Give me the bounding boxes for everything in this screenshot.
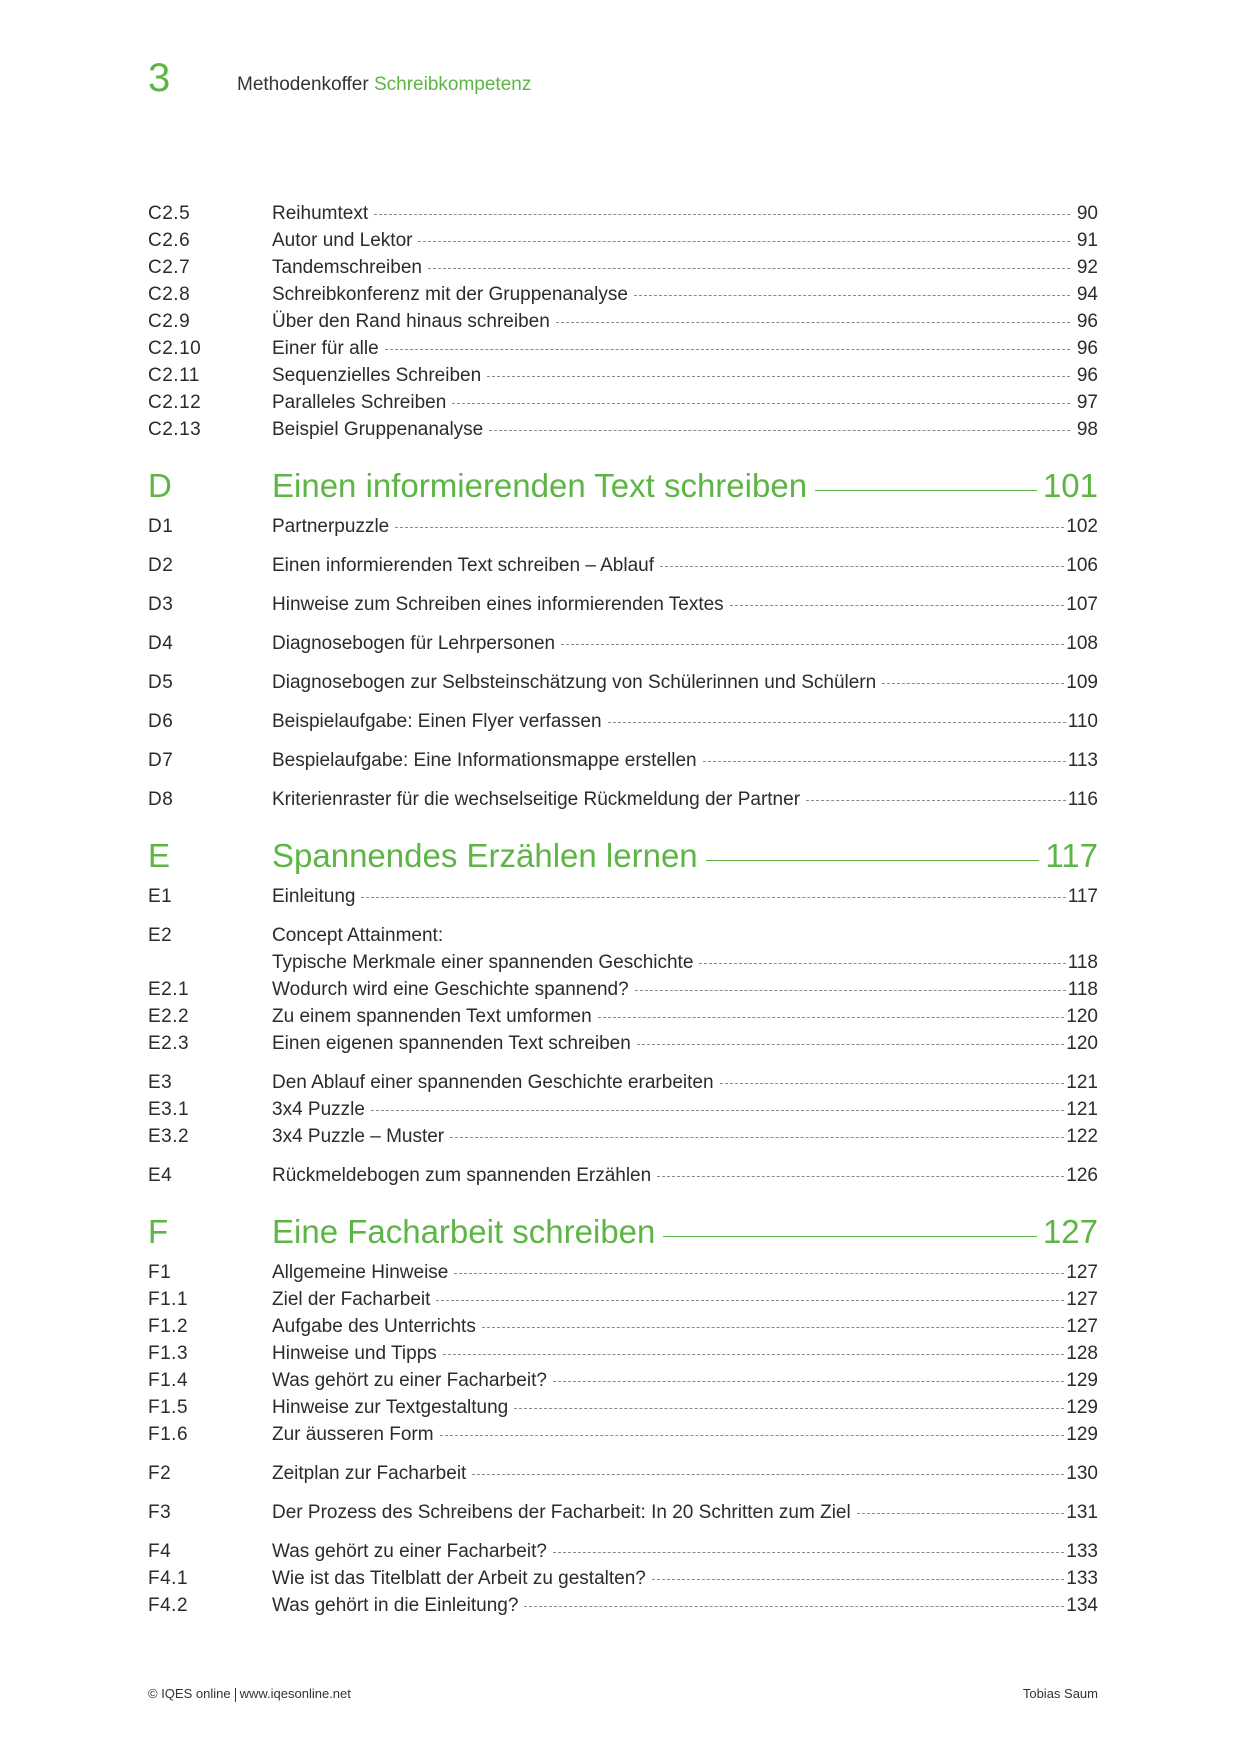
leader-line xyxy=(454,1272,1064,1274)
entry-title: Einer für alle xyxy=(272,338,379,359)
section-title: Spannendes Erzählen lernen xyxy=(272,837,698,874)
entry-title: Wodurch wird eine Geschichte spannend? xyxy=(272,979,629,1000)
footer-author: Tobias Saum xyxy=(1022,1686,1098,1701)
entry-title: Diagnosebogen für Lehrpersonen xyxy=(272,633,556,654)
section-title: Eine Facharbeit schreiben xyxy=(272,1213,656,1250)
entry-title-wrap xyxy=(272,1538,1066,1565)
toc-entry[interactable] xyxy=(148,747,1098,774)
entry-title: Schreibkonferenz mit der Gruppenanalyse xyxy=(272,284,628,305)
entry-number: F1.4 xyxy=(148,1370,189,1391)
leader-line xyxy=(598,1016,1065,1018)
entry-title: Hinweise und Tipps xyxy=(272,1343,437,1364)
toc-entry[interactable] xyxy=(148,1313,1098,1340)
leader-line xyxy=(699,962,1065,964)
leader-line xyxy=(635,989,1066,991)
entry-page: 133 xyxy=(1066,1541,1098,1562)
section-letter: F xyxy=(148,1213,169,1250)
toc-entry[interactable] xyxy=(148,335,1098,362)
section-letter: D xyxy=(148,467,173,504)
leader-line xyxy=(806,799,1066,801)
entry-number: C2.8 xyxy=(148,284,191,305)
leader-line xyxy=(663,1235,1037,1237)
toc-section-e[interactable] xyxy=(148,833,1098,879)
toc-entry[interactable] xyxy=(148,630,1098,657)
entry-title: Einleitung xyxy=(272,886,356,907)
entry-title: Zur äusseren Form xyxy=(272,1424,434,1445)
entry-number: E2.2 xyxy=(148,1006,190,1027)
entry-title: Über den Rand hinaus schreiben xyxy=(272,311,550,332)
toc-entry[interactable] xyxy=(148,1096,1098,1123)
entry-title: Wie ist das Titelblatt der Arbeit zu gestalten? xyxy=(272,1568,646,1589)
entry-number: D2 xyxy=(148,555,174,576)
leader-line xyxy=(487,375,1070,377)
entry-page: 129 xyxy=(1066,1370,1098,1391)
entry-title: 3x4 Puzzle – Muster xyxy=(272,1126,445,1147)
entry-number: C2.6 xyxy=(148,230,191,251)
entry-page: 127 xyxy=(1066,1262,1098,1283)
entry-title-wrap xyxy=(272,254,1072,281)
toc-entry[interactable] xyxy=(148,416,1098,443)
entry-page: 106 xyxy=(1066,555,1098,576)
entry-page: 129 xyxy=(1066,1397,1098,1418)
leader-line xyxy=(489,429,1070,431)
entry-number: E3 xyxy=(148,1072,173,1093)
leader-line xyxy=(452,402,1070,404)
entry-page: 127 xyxy=(1066,1316,1098,1337)
leader-line xyxy=(472,1473,1064,1475)
entry-page: 121 xyxy=(1066,1072,1098,1093)
leader-line xyxy=(443,1353,1065,1355)
entry-number: D8 xyxy=(148,789,174,810)
entry-title: Diagnosebogen zur Selbsteinschätzung von Schülerinnen und Schülern xyxy=(272,672,877,693)
entry-title: 3x4 Puzzle xyxy=(272,1099,365,1120)
section-page: 117 xyxy=(1045,837,1098,874)
entry-page: 121 xyxy=(1066,1099,1098,1120)
entry-page: 90 xyxy=(1076,203,1098,224)
entry-title-wrap xyxy=(272,1460,1066,1487)
entry-page: 118 xyxy=(1067,952,1098,973)
entry-title: Partnerpuzzle xyxy=(272,516,390,537)
toc-entry[interactable] xyxy=(148,591,1098,618)
toc-section-d[interactable] xyxy=(148,463,1098,509)
entry-number: F1.2 xyxy=(148,1316,189,1337)
toc-entry[interactable] xyxy=(148,227,1098,254)
page-header-title xyxy=(237,74,531,96)
toc-group-f xyxy=(148,1259,1098,1619)
toc-entry[interactable] xyxy=(148,1367,1098,1394)
entry-page: 91 xyxy=(1076,230,1098,251)
leader-line xyxy=(418,240,1070,242)
toc-group-d xyxy=(148,513,1098,813)
entry-title-wrap xyxy=(272,335,1072,362)
footer-left xyxy=(148,1686,351,1702)
entry-number: F1.1 xyxy=(148,1289,189,1310)
entry-title: Beispielaufgabe: Einen Flyer verfassen xyxy=(272,711,602,732)
toc-entry[interactable] xyxy=(148,254,1098,281)
leader-line xyxy=(449,936,1070,937)
entry-number: C2.11 xyxy=(148,365,200,386)
leader-line xyxy=(385,348,1070,350)
entry-title: Typische Merkmale einer spannenden Geschichte xyxy=(272,952,694,973)
entry-number: C2.12 xyxy=(148,392,202,413)
entry-page: 110 xyxy=(1067,711,1098,732)
entry-title: Was gehört zu einer Facharbeit? xyxy=(272,1541,547,1562)
entry-title-wrap xyxy=(272,362,1072,389)
entry-title-wrap xyxy=(272,1259,1066,1286)
leader-line xyxy=(553,1380,1064,1382)
section-page: 101 xyxy=(1042,467,1098,504)
toc-entry[interactable] xyxy=(148,281,1098,308)
toc-entry[interactable] xyxy=(148,1592,1098,1619)
entry-title: Beispiel Gruppenanalyse xyxy=(272,419,484,440)
leader-line xyxy=(374,213,1070,215)
toc-entry[interactable] xyxy=(148,1460,1098,1487)
entry-page: 108 xyxy=(1066,633,1098,654)
entry-title: Was gehört zu einer Facharbeit? xyxy=(272,1370,547,1391)
copyright: © IQES online xyxy=(148,1686,231,1701)
entry-title: Reihumtext xyxy=(272,203,369,224)
entry-title-wrap xyxy=(272,922,1072,949)
leader-line xyxy=(450,1136,1064,1138)
toc-entry[interactable] xyxy=(148,1069,1098,1096)
entry-title-wrap xyxy=(272,1367,1066,1394)
entry-title: Autor und Lektor xyxy=(272,230,413,251)
entry-title-wrap xyxy=(272,591,1066,618)
entry-number: D3 xyxy=(148,594,174,615)
leader-line xyxy=(436,1299,1064,1301)
entry-title-wrap xyxy=(272,708,1068,735)
entry-title: Allgemeine Hinweise xyxy=(272,1262,449,1283)
entry-title-wrap xyxy=(272,1394,1066,1421)
entry-title-wrap xyxy=(272,976,1068,1003)
toc-entry[interactable] xyxy=(148,1286,1098,1313)
entry-title: Kriterienraster für die wechselseitige Rückmeldung der Partner xyxy=(272,789,801,810)
entry-title-wrap xyxy=(272,1592,1066,1619)
entry-page: 133 xyxy=(1066,1568,1098,1589)
toc-entry[interactable] xyxy=(148,883,1098,910)
leader-line xyxy=(561,643,1064,645)
entry-page: 96 xyxy=(1076,338,1098,359)
entry-number: D4 xyxy=(148,633,174,654)
table-of-contents xyxy=(148,200,1098,1619)
leader-line xyxy=(652,1578,1064,1580)
leader-line xyxy=(608,721,1066,723)
leader-line xyxy=(482,1326,1064,1328)
leader-line xyxy=(857,1512,1065,1514)
toc-entry[interactable] xyxy=(148,200,1098,227)
toc-entry[interactable] xyxy=(148,1499,1098,1526)
entry-title-wrap xyxy=(272,552,1066,579)
entry-number: C2.9 xyxy=(148,311,191,332)
toc-entry[interactable] xyxy=(148,308,1098,335)
leader-line xyxy=(815,489,1037,491)
entry-title: Bespielaufgabe: Eine Informationsmappe erstellen xyxy=(272,750,697,771)
toc-group-e xyxy=(148,883,1098,1189)
entry-number: D5 xyxy=(148,672,174,693)
entry-title-wrap xyxy=(272,281,1072,308)
leader-line xyxy=(371,1109,1064,1111)
entry-title-wrap xyxy=(272,1286,1066,1313)
toc-entry[interactable] xyxy=(148,1162,1098,1189)
entry-title-wrap xyxy=(272,786,1068,813)
entry-number: E4 xyxy=(148,1165,173,1186)
entry-page: 94 xyxy=(1076,284,1098,305)
entry-title: Sequenzielles Schreiben xyxy=(272,365,482,386)
leader-line xyxy=(720,1082,1065,1084)
entry-title: Zu einem spannenden Text umformen xyxy=(272,1006,592,1027)
toc-entry[interactable] xyxy=(148,1259,1098,1286)
toc-group-c xyxy=(148,200,1098,443)
entry-number: F4.2 xyxy=(148,1595,189,1616)
section-title: Einen informierenden Text schreiben xyxy=(272,467,808,504)
entry-title-wrap xyxy=(272,630,1066,657)
toc-entry[interactable] xyxy=(148,1123,1098,1150)
toc-entry[interactable] xyxy=(148,1030,1098,1057)
entry-number: F1 xyxy=(148,1262,172,1283)
toc-entry[interactable] xyxy=(148,1003,1098,1030)
entry-number: E3.2 xyxy=(148,1126,190,1147)
entry-title-wrap xyxy=(272,883,1068,910)
entry-page: 120 xyxy=(1066,1033,1098,1054)
leader-line xyxy=(553,1551,1064,1553)
entry-number: D1 xyxy=(148,516,174,537)
entry-title-wrap xyxy=(272,1565,1066,1592)
leader-line xyxy=(440,1434,1065,1436)
entry-number: D6 xyxy=(148,711,174,732)
chapter-number: 3 xyxy=(148,56,171,100)
entry-page: 96 xyxy=(1076,311,1098,332)
entry-page: 116 xyxy=(1067,789,1098,810)
entry-page: 128 xyxy=(1066,1343,1098,1364)
entry-title: Aufgabe des Unterrichts xyxy=(272,1316,476,1337)
entry-page: 97 xyxy=(1076,392,1098,413)
entry-title: Einen informierenden Text schreiben – Ablauf xyxy=(272,555,655,576)
entry-page: 109 xyxy=(1066,672,1098,693)
footer-url[interactable]: www.iqesonline.net xyxy=(239,1686,351,1701)
entry-title-wrap xyxy=(272,227,1072,254)
toc-entry[interactable] xyxy=(148,708,1098,735)
entry-number: F4 xyxy=(148,1541,172,1562)
entry-page: 118 xyxy=(1067,979,1098,1000)
header-title-plain: Methodenkoffer xyxy=(237,74,369,95)
entry-title-wrap xyxy=(272,200,1072,227)
entry-number: F1.5 xyxy=(148,1397,189,1418)
toc-entry[interactable] xyxy=(148,552,1098,579)
section-letter: E xyxy=(148,837,171,874)
leader-line xyxy=(395,526,1064,528)
entry-title: Hinweise zur Textgestaltung xyxy=(272,1397,509,1418)
toc-entry[interactable] xyxy=(148,949,1098,976)
leader-line xyxy=(361,896,1065,898)
leader-line xyxy=(706,859,1040,861)
entry-number: E2.1 xyxy=(148,979,190,1000)
entry-number: C2.5 xyxy=(148,203,191,224)
leader-line xyxy=(514,1407,1064,1409)
leader-line xyxy=(428,267,1070,269)
leader-line xyxy=(703,760,1066,762)
leader-line xyxy=(882,682,1064,684)
entry-page: 102 xyxy=(1066,516,1098,537)
entry-number: C2.10 xyxy=(148,338,202,359)
toc-entry[interactable] xyxy=(148,362,1098,389)
entry-title-wrap xyxy=(272,1313,1066,1340)
entry-title: Der Prozess des Schreibens der Facharbeit: In 20 Schritten zum Ziel xyxy=(272,1502,851,1523)
entry-title: Was gehört in die Einleitung? xyxy=(272,1595,519,1616)
entry-title-wrap xyxy=(272,669,1066,696)
leader-line xyxy=(657,1175,1064,1177)
entry-page: 131 xyxy=(1066,1502,1098,1523)
toc-entry[interactable] xyxy=(148,786,1098,813)
entry-title: Zeitplan zur Facharbeit xyxy=(272,1463,467,1484)
entry-number: D7 xyxy=(148,750,174,771)
entry-title-wrap xyxy=(272,1069,1066,1096)
entry-page: 134 xyxy=(1066,1595,1098,1616)
entry-page: 122 xyxy=(1066,1126,1098,1147)
leader-line xyxy=(634,294,1070,296)
entry-page: 126 xyxy=(1066,1165,1098,1186)
entry-title-wrap xyxy=(272,1123,1066,1150)
entry-title: Ziel der Facharbeit xyxy=(272,1289,431,1310)
entry-title: Tandemschreiben xyxy=(272,257,422,278)
entry-title-wrap xyxy=(272,1499,1066,1526)
entry-number: F4.1 xyxy=(148,1568,189,1589)
divider xyxy=(235,1688,236,1702)
toc-entry[interactable] xyxy=(148,1538,1098,1565)
toc-entry[interactable] xyxy=(148,976,1098,1003)
entry-page: 129 xyxy=(1066,1424,1098,1445)
toc-entry[interactable] xyxy=(148,1340,1098,1367)
entry-number: C2.13 xyxy=(148,419,202,440)
toc-entry[interactable] xyxy=(148,669,1098,696)
entry-title: Paralleles Schreiben xyxy=(272,392,447,413)
entry-title: Rückmeldebogen zum spannenden Erzählen xyxy=(272,1165,652,1186)
toc-entry[interactable] xyxy=(148,389,1098,416)
entry-number: C2.7 xyxy=(148,257,191,278)
entry-page: 127 xyxy=(1066,1289,1098,1310)
entry-title: Einen eigenen spannenden Text schreiben xyxy=(272,1033,631,1054)
entry-page: 107 xyxy=(1066,594,1098,615)
entry-number: F2 xyxy=(148,1463,172,1484)
leader-line xyxy=(556,321,1070,323)
entry-page: 117 xyxy=(1067,886,1098,907)
entry-number: E3.1 xyxy=(148,1099,190,1120)
entry-page: 96 xyxy=(1076,365,1098,386)
entry-title-wrap xyxy=(272,416,1072,443)
leader-line xyxy=(660,565,1064,567)
entry-title-wrap xyxy=(272,1003,1066,1030)
toc-entry[interactable] xyxy=(148,1394,1098,1421)
entry-number: E1 xyxy=(148,886,173,907)
toc-entry[interactable] xyxy=(148,1565,1098,1592)
entry-title-wrap xyxy=(272,747,1068,774)
leader-line xyxy=(637,1043,1064,1045)
entry-title-wrap xyxy=(272,949,1068,976)
entry-page: 130 xyxy=(1066,1463,1098,1484)
entry-title-wrap xyxy=(272,513,1066,540)
entry-number: E2 xyxy=(148,925,173,946)
entry-page: 92 xyxy=(1076,257,1098,278)
toc-section-f[interactable] xyxy=(148,1209,1098,1255)
entry-page: 113 xyxy=(1067,750,1098,771)
entry-title-wrap xyxy=(272,1162,1066,1189)
entry-number: F1.3 xyxy=(148,1343,189,1364)
toc-entry[interactable] xyxy=(148,1421,1098,1448)
header-title-green: Schreibkompetenz xyxy=(373,74,532,95)
leader-line xyxy=(524,1605,1064,1607)
entry-title-wrap xyxy=(272,1340,1066,1367)
entry-title-wrap xyxy=(272,1421,1066,1448)
entry-title: Den Ablauf einer spannenden Geschichte erarbeiten xyxy=(272,1072,714,1093)
entry-title-wrap xyxy=(272,389,1072,416)
entry-number: E2.3 xyxy=(148,1033,190,1054)
entry-title: Hinweise zum Schreiben eines informierenden Textes xyxy=(272,594,724,615)
entry-number: F1.6 xyxy=(148,1424,189,1445)
entry-number: F3 xyxy=(148,1502,172,1523)
section-page: 127 xyxy=(1042,1213,1098,1250)
entry-page: 98 xyxy=(1076,419,1098,440)
entry-title: Concept Attainment: xyxy=(272,925,444,946)
entry-page: 120 xyxy=(1066,1006,1098,1027)
leader-line xyxy=(730,604,1065,606)
entry-title-wrap xyxy=(272,308,1072,335)
toc-entry[interactable] xyxy=(148,513,1098,540)
toc-entry[interactable] xyxy=(148,922,1098,949)
entry-title-wrap xyxy=(272,1096,1066,1123)
entry-title-wrap xyxy=(272,1030,1066,1057)
